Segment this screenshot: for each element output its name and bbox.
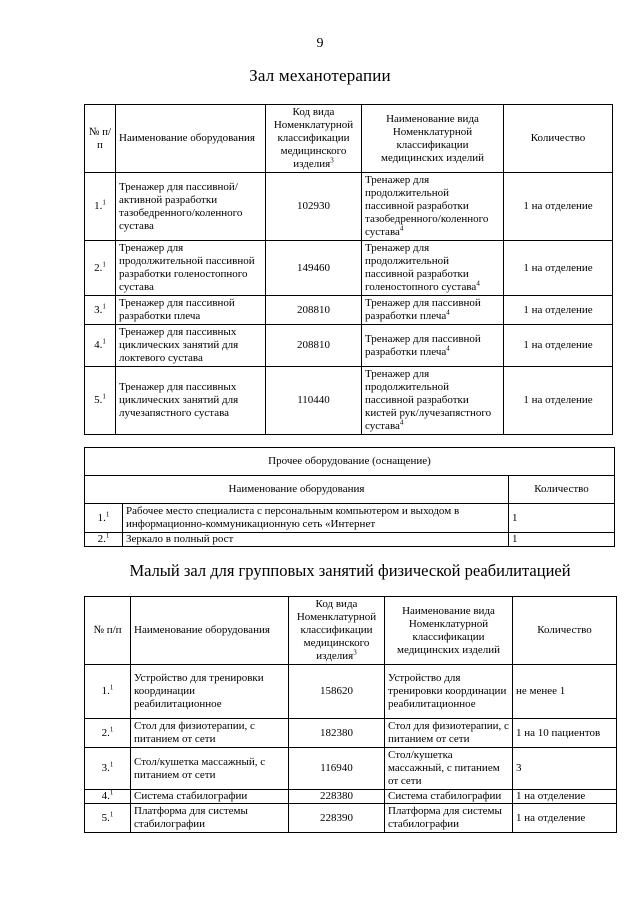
table-row (85, 241, 613, 296)
row-code: 208810 (266, 325, 362, 367)
header-code: Код вида Номенклатурной классификации медицинского изделия$^3$ (289, 597, 385, 665)
other-equipment-table (84, 447, 615, 547)
table-header-row (85, 476, 615, 504)
table-row (85, 804, 617, 833)
header-num: № п/п (85, 105, 116, 173)
header-name: Наименование оборудования (85, 476, 509, 504)
row-num: 2.$^1$ (85, 719, 131, 748)
row-num: 2.$^1$ (85, 241, 116, 296)
row-name: Тренажер для пассивной/активной разработки тазобедренного/коленного сустава (116, 173, 266, 241)
row-qty: 1 на отделение (504, 173, 613, 241)
row-kind: Платформа для системы стабилографии (385, 804, 513, 833)
row-qty: не менее 1 (513, 665, 617, 719)
row-num: 3.$^1$ (85, 296, 116, 325)
row-name: Тренажер для пассивной разработки плеча (116, 296, 266, 325)
row-name: Платформа для системы стабилографии (131, 804, 289, 833)
row-name: Стол/кушетка массажный, с питанием от сети (131, 748, 289, 790)
row-code: 228380 (289, 790, 385, 804)
table-row (85, 173, 613, 241)
row-qty: 1 на отделение (513, 790, 617, 804)
row-code: 149460 (266, 241, 362, 296)
table-row (85, 325, 613, 367)
row-name: Тренажер для пассивных циклических занятий для лучезапястного сустава (116, 367, 266, 435)
table-row (85, 296, 613, 325)
row-num: 1.$^1$ (85, 504, 123, 533)
table-title: Прочее оборудование (оснащение) (85, 448, 615, 476)
table-header-row (85, 105, 613, 173)
row-qty: 1 на отделение (504, 296, 613, 325)
header-kind: Наименование вида Номенклатурной классификации медицинских изделий (385, 597, 513, 665)
row-name: Тренажер для продолжительной пассивной разработки голеностопного сустава (116, 241, 266, 296)
row-code: 158620 (289, 665, 385, 719)
header-qty: Количество (504, 105, 613, 173)
row-name: Стол для физиотерапии, с питанием от сети (131, 719, 289, 748)
row-qty: 3 (513, 748, 617, 790)
row-code: 116940 (289, 748, 385, 790)
row-code: 208810 (266, 296, 362, 325)
table-row (85, 790, 617, 804)
mechanotherapy-table (84, 104, 613, 435)
header-kind: Наименование вида Номенклатурной классификации медицинских изделий (362, 105, 504, 173)
row-num: 1.$^1$ (85, 173, 116, 241)
header-name: Наименование оборудования (131, 597, 289, 665)
header-qty: Количество (513, 597, 617, 665)
row-qty: 1 (509, 533, 615, 547)
row-qty: 1 на отделение (513, 804, 617, 833)
header-code: Код вида Номенклатурной классификации медицинского изделия$^3$ (266, 105, 362, 173)
row-kind: Тренажер для продолжительной пассивной разработки кистей рук/лучезапястного сустава$^4$ (362, 367, 504, 435)
row-num: 5.$^1$ (85, 804, 131, 833)
table-row (85, 665, 617, 719)
row-num: 4.$^1$ (85, 790, 131, 804)
row-name: Рабочее место специалиста с персональным компьютером и выходом в информационно-коммуникационную сеть «Интернет (123, 504, 509, 533)
table-row (85, 748, 617, 790)
row-qty: 1 на отделение (504, 325, 613, 367)
row-kind: Устройство для тренировки координации реабилитационное (385, 665, 513, 719)
row-kind: Тренажер для пассивной разработки плеча$^4$ (362, 325, 504, 367)
table-row (85, 504, 615, 533)
row-num: 1.$^1$ (85, 665, 131, 719)
section-title-mechanotherapy: Зал механотерапии (249, 66, 391, 85)
row-kind: Стол/кушетка массажный, с питанием от сети (385, 748, 513, 790)
header-num: № п/п (85, 597, 131, 665)
table-row (85, 533, 615, 547)
row-num: 5.$^1$ (85, 367, 116, 435)
page-number: 9 (316, 36, 324, 51)
row-code: 182380 (289, 719, 385, 748)
row-name: Зеркало в полный рост (123, 533, 509, 547)
table-row (85, 719, 617, 748)
row-qty: 1 на отделение (504, 241, 613, 296)
row-num: 4.$^1$ (85, 325, 116, 367)
row-name: Система стабилографии (131, 790, 289, 804)
row-name: Тренажер для пассивных циклических занятий для локтевого сустава (116, 325, 266, 367)
row-code: 102930 (266, 173, 362, 241)
section-title-small-hall: Малый зал для групповых занятий физической реабилитацией (129, 561, 571, 580)
table-row (85, 367, 613, 435)
row-num: 3.$^1$ (85, 748, 131, 790)
row-kind: Система стабилографии (385, 790, 513, 804)
row-kind: Тренажер для пассивной разработки плеча$^4$ (362, 296, 504, 325)
header-qty: Количество (509, 476, 615, 504)
row-qty: 1 на отделение (504, 367, 613, 435)
row-name: Устройство для тренировки координации реабилитационное (131, 665, 289, 719)
row-qty: 1 на 10 пациентов (513, 719, 617, 748)
row-kind: Стол для физиотерапии, с питанием от сети (385, 719, 513, 748)
table-title-row (85, 448, 615, 476)
row-num: 2.$^1$ (85, 533, 123, 547)
small-hall-table (84, 596, 617, 833)
table-header-row (85, 597, 617, 665)
row-code: 228390 (289, 804, 385, 833)
header-name: Наименование оборудования (116, 105, 266, 173)
row-code: 110440 (266, 367, 362, 435)
row-kind: Тренажер для продолжительной пассивной разработки голеностопного сустава$^4$ (362, 241, 504, 296)
row-qty: 1 (509, 504, 615, 533)
row-kind: Тренажер для продолжительной пассивной разработки тазобедренного/коленного сустава$^4$ (362, 173, 504, 241)
